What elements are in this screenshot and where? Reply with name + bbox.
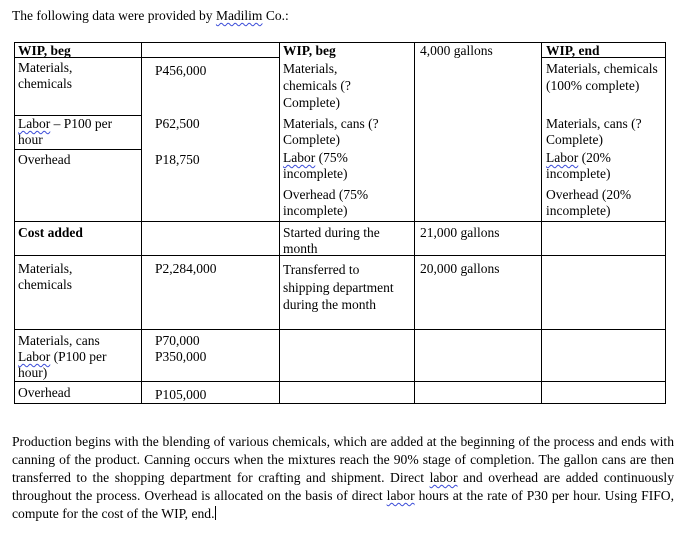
intro-text: [12, 8, 289, 24]
c1-labor-rest: – P100 per hour: [18, 116, 113, 147]
para-part-2: and overhead are added continuously throughout the process. Overhead is allocated on the basis of direct: [12, 470, 675, 503]
c3-started: Started during the month: [283, 225, 380, 256]
row-rule-6: [14, 329, 666, 330]
table-border-bottom: [14, 403, 666, 404]
data-table: [14, 42, 666, 404]
para-labor-2: labor: [386, 488, 415, 503]
row-rule-7: [14, 381, 666, 382]
para-part-1: Production begins with the blending of various chemicals, which are added at the beginning of the process and ends with canning of the product. Canning occurs when the mixtures reach the 90% stage of completion. The gallon cans are then transferred to the shopping department for crafting and shipment. Direct: [12, 434, 674, 485]
c3-materials-chemicals: Materials, chemicals (? Complete): [283, 61, 351, 110]
c2-overhead-added: P105,000: [155, 387, 207, 402]
c1-overhead-2: Overhead: [18, 385, 71, 400]
c5-labor-word: Labor: [546, 150, 579, 165]
text-cursor[interactable]: [215, 506, 216, 520]
col-divider-2: [279, 42, 280, 404]
c4-transferred-units: 20,000 gallons: [420, 261, 500, 276]
c2-labor-added: P350,000: [155, 349, 207, 364]
c1-materials-chemicals: Materials, chemicals: [18, 60, 73, 91]
c5-materials-chemicals: Materials, chemicals (100% complete): [546, 61, 658, 93]
c5-overhead: Overhead (20% incomplete): [546, 187, 632, 218]
c3-labor: [283, 150, 383, 182]
c3-transferred: Transferred to shipping department during the month: [283, 262, 394, 312]
row-rule-4: [14, 221, 666, 222]
c5-wip-end: WIP, end: [546, 43, 600, 58]
c1-wip-beg: WIP, beg: [18, 43, 71, 58]
para-labor-1: labor: [429, 470, 458, 485]
table-border-right: [665, 42, 666, 404]
c3-materials-cans: Materials, cans (? Complete): [283, 116, 379, 147]
col-divider-1: [141, 42, 142, 404]
c1-overhead: Overhead: [18, 152, 71, 167]
c2-overhead-amt: P18,750: [155, 152, 200, 167]
c2-labor-amt: P62,500: [155, 116, 200, 131]
c2-materials-chemicals-added: P2,284,000: [155, 261, 217, 276]
c3-overhead: Overhead (75% incomplete): [283, 187, 369, 218]
c1-cost-added: Cost added: [18, 225, 83, 240]
company-name: Madilim: [215, 8, 263, 23]
c5-labor-rest: (20% incomplete): [546, 150, 611, 181]
c1-labor2-rest: (P100 per hour): [18, 349, 107, 380]
c5-labor: [546, 150, 646, 182]
table-border-left: [14, 42, 15, 404]
row-rule-3: [14, 149, 142, 150]
intro-before: The following data were provided by: [12, 8, 216, 23]
para-part-3: hours at the rate of P30 per hour. Using FIFO, compute for the cost of the WIP, end.: [12, 488, 674, 521]
c5-materials-cans: Materials, cans (? Complete): [546, 116, 642, 147]
c1-labor-2: [18, 349, 138, 381]
intro-after: Co.:: [262, 8, 289, 23]
col-divider-3: [414, 42, 415, 404]
c4-started-units: 21,000 gallons: [420, 225, 500, 240]
c3-labor-rest: (75% incomplete): [283, 150, 348, 181]
c1-labor-word: Labor: [18, 116, 51, 131]
c1-materials-cans: Materials, cans: [18, 333, 100, 348]
c4-wip-beg-units: 4,000 gallons: [420, 43, 493, 58]
c2-materials-chemicals-amt: P456,000: [155, 63, 207, 78]
problem-paragraph: [12, 433, 674, 523]
c1-labor: [18, 116, 136, 148]
col-divider-4: [541, 42, 542, 404]
c1-labor2-word: Labor: [18, 349, 51, 364]
c3-labor-word: Labor: [283, 150, 316, 165]
c1-materials-chemicals-2: Materials, chemicals: [18, 261, 73, 292]
c2-materials-cans-added: P70,000: [155, 333, 200, 348]
c3-wip-beg: WIP, beg: [283, 43, 336, 58]
